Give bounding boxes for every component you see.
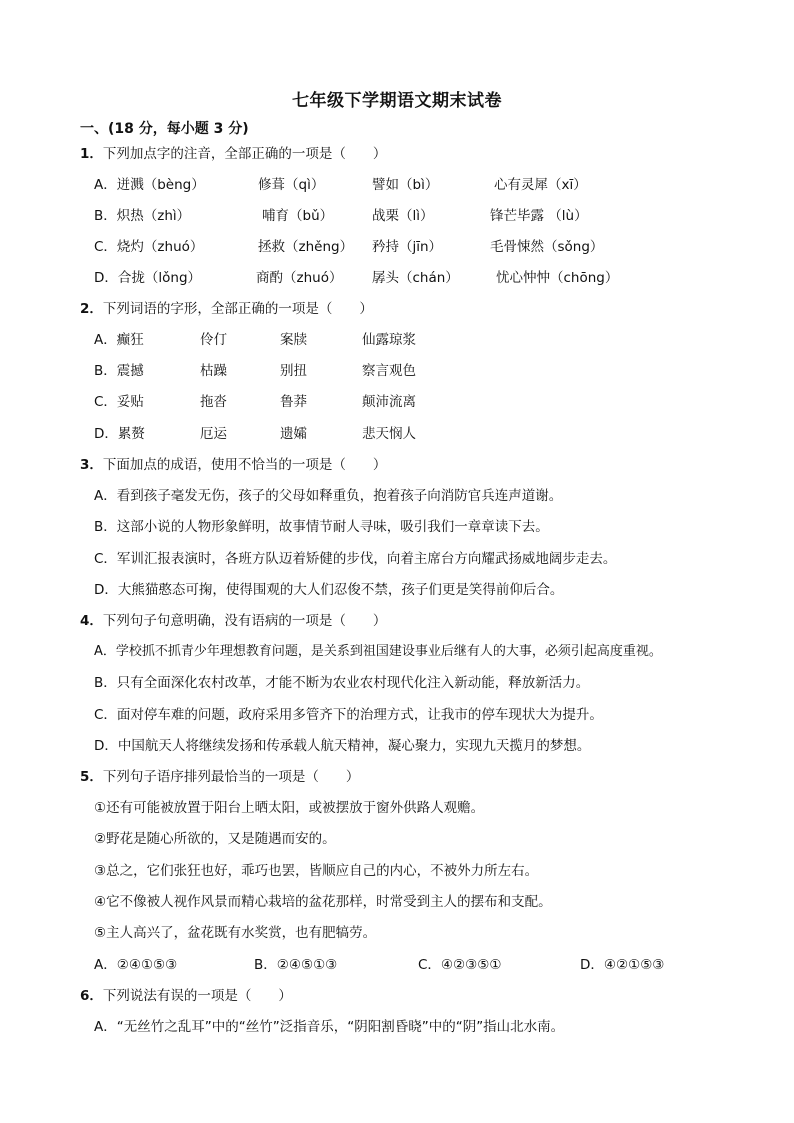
option-cell: 心有灵犀（xī） <box>494 177 587 193</box>
option-cell: A．癫狂 <box>94 332 144 348</box>
option-b: B．只有全面深化农村改革，才能不断为农业农村现代化注入新动能，释放新活力。 <box>94 675 590 691</box>
option-a: A．“无丝竹之乱耳”中的“丝竹”泛指音乐，“阴阳割昏晓”中的“阴”指山北水南。 <box>94 1019 565 1035</box>
question-number: 1． <box>80 146 103 162</box>
question-stem: 下列加点字的注音，全部正确的一项是（ ） <box>102 146 387 162</box>
option-cell: 拯救（zhěng） <box>258 239 354 255</box>
sentence-1: ①还有可能被放置于阳台上晒太阳，或被摆放于窗外供路人观赡。 <box>94 800 485 816</box>
question-stem: 下面加点的成语，使用不恰当的一项是（ ） <box>102 457 387 473</box>
sentence-2: ②野花是随心所欲的，又是随遇而安的。 <box>94 831 336 847</box>
option-cell: 枯躁 <box>200 363 227 379</box>
option-cell: 商酌（zhuó） <box>256 270 343 286</box>
option-cell: C．烧灼（zhuó） <box>94 239 204 255</box>
question-number: 6． <box>80 988 103 1004</box>
option-cell: D．合拢（lǒng） <box>94 270 202 286</box>
option-d: D．大熊猫憨态可掬，使得围观的大人们忍俊不禁，孩子们更是笑得前仰后合。 <box>94 582 564 598</box>
option-cell: 颠沛流离 <box>362 394 416 410</box>
option-cell: 厄运 <box>200 426 227 442</box>
option-cell: 譬如（bì） <box>372 177 439 193</box>
question-2 <box>80 299 373 319</box>
option-cell: 哺育（bǔ） <box>262 208 334 224</box>
question-stem: 下列句子句意明确，没有语病的一项是（ ） <box>102 613 387 629</box>
option-cell: 毛骨悚然（sǒng） <box>490 239 604 255</box>
option-cell: 伶仃 <box>200 332 227 348</box>
option-c: C．军训汇报表演时，各班方队迈着矫健的步伐，向着主席台方向耀武扬威地阔步走去。 <box>94 551 617 567</box>
option-cell: 修葺（qì） <box>258 177 325 193</box>
option-c: C．面对停车难的问题，政府采用多管齐下的治理方式，让我市的停车现状大为提升。 <box>94 707 603 723</box>
sentence-5: ⑤主人高兴了，盆花既有水奖赏，也有肥犒劳。 <box>94 925 377 941</box>
option-cell: A．迸溅（bèng） <box>94 177 205 193</box>
section-heading: 一、(18 分，每小题 3 分) <box>80 121 249 137</box>
choice-d: D．④②①⑤③ <box>580 957 665 973</box>
option-cell: B．炽热（zhì） <box>94 208 191 224</box>
question-number: 4． <box>80 613 103 629</box>
question-stem: 下列句子语序排列最恰当的一项是（ ） <box>102 769 360 785</box>
question-1 <box>80 144 386 164</box>
question-6 <box>80 986 292 1006</box>
option-cell: 拖沓 <box>200 394 227 410</box>
question-number: 2． <box>80 301 103 317</box>
option-cell: 案牍 <box>280 332 307 348</box>
option-cell: 孱头（chán） <box>372 270 459 286</box>
option-cell: 别扭 <box>280 363 307 379</box>
question-number: 5． <box>80 769 103 785</box>
option-cell: 忧心忡忡（chōng） <box>496 270 619 286</box>
option-cell: C．妥贴 <box>94 394 144 410</box>
option-a: A．看到孩子毫发无伤，孩子的父母如释重负，抱着孩子向消防官兵连声道谢。 <box>94 488 563 504</box>
sentence-3: ③总之，它们张狂也好，乖巧也罢，皆顺应自己的内心，不被外力所左右。 <box>94 863 539 879</box>
option-a: A．学校抓不抓青少年理想教育问题，是关系到祖国建设事业后继有人的大事，必须引起高度重视。 <box>94 644 662 659</box>
exam-title: 七年级下学期语文期末试卷 <box>292 91 502 111</box>
option-cell: 仙露琼浆 <box>362 332 416 348</box>
option-cell: B．震撼 <box>94 363 144 379</box>
option-cell: 遗孀 <box>280 426 307 442</box>
option-cell: 悲天悯人 <box>362 426 416 442</box>
choice-c: C．④②③⑤① <box>418 957 502 973</box>
question-number: 3． <box>80 457 103 473</box>
option-d: D．中国航天人将继续发扬和传承载人航天精神，凝心聚力，实现九天揽月的梦想。 <box>94 738 591 754</box>
option-cell: 鲁莽 <box>280 394 307 410</box>
choice-b: B．②④⑤①③ <box>254 957 338 973</box>
option-cell: 察言观色 <box>362 363 416 379</box>
question-3 <box>80 455 386 475</box>
question-stem: 下列说法有误的一项是（ ） <box>102 988 292 1004</box>
question-4 <box>80 611 386 631</box>
option-b: B．这部小说的人物形象鲜明，故事情节耐人寻味，吸引我们一章章读下去。 <box>94 519 549 535</box>
question-5 <box>80 767 359 787</box>
choice-a: A．②④①⑤③ <box>94 957 178 973</box>
option-cell: D．累赘 <box>94 426 145 442</box>
option-cell: 锋芒毕露 （lù） <box>490 208 588 224</box>
option-cell: 战栗（lì） <box>372 208 434 224</box>
option-cell: 矜持（jīn） <box>372 239 443 255</box>
question-stem: 下列词语的字形，全部正确的一项是（ ） <box>102 301 373 317</box>
sentence-4: ④它不像被人视作风景而精心栽培的盆花那样，时常受到主人的摆布和支配。 <box>94 894 552 910</box>
